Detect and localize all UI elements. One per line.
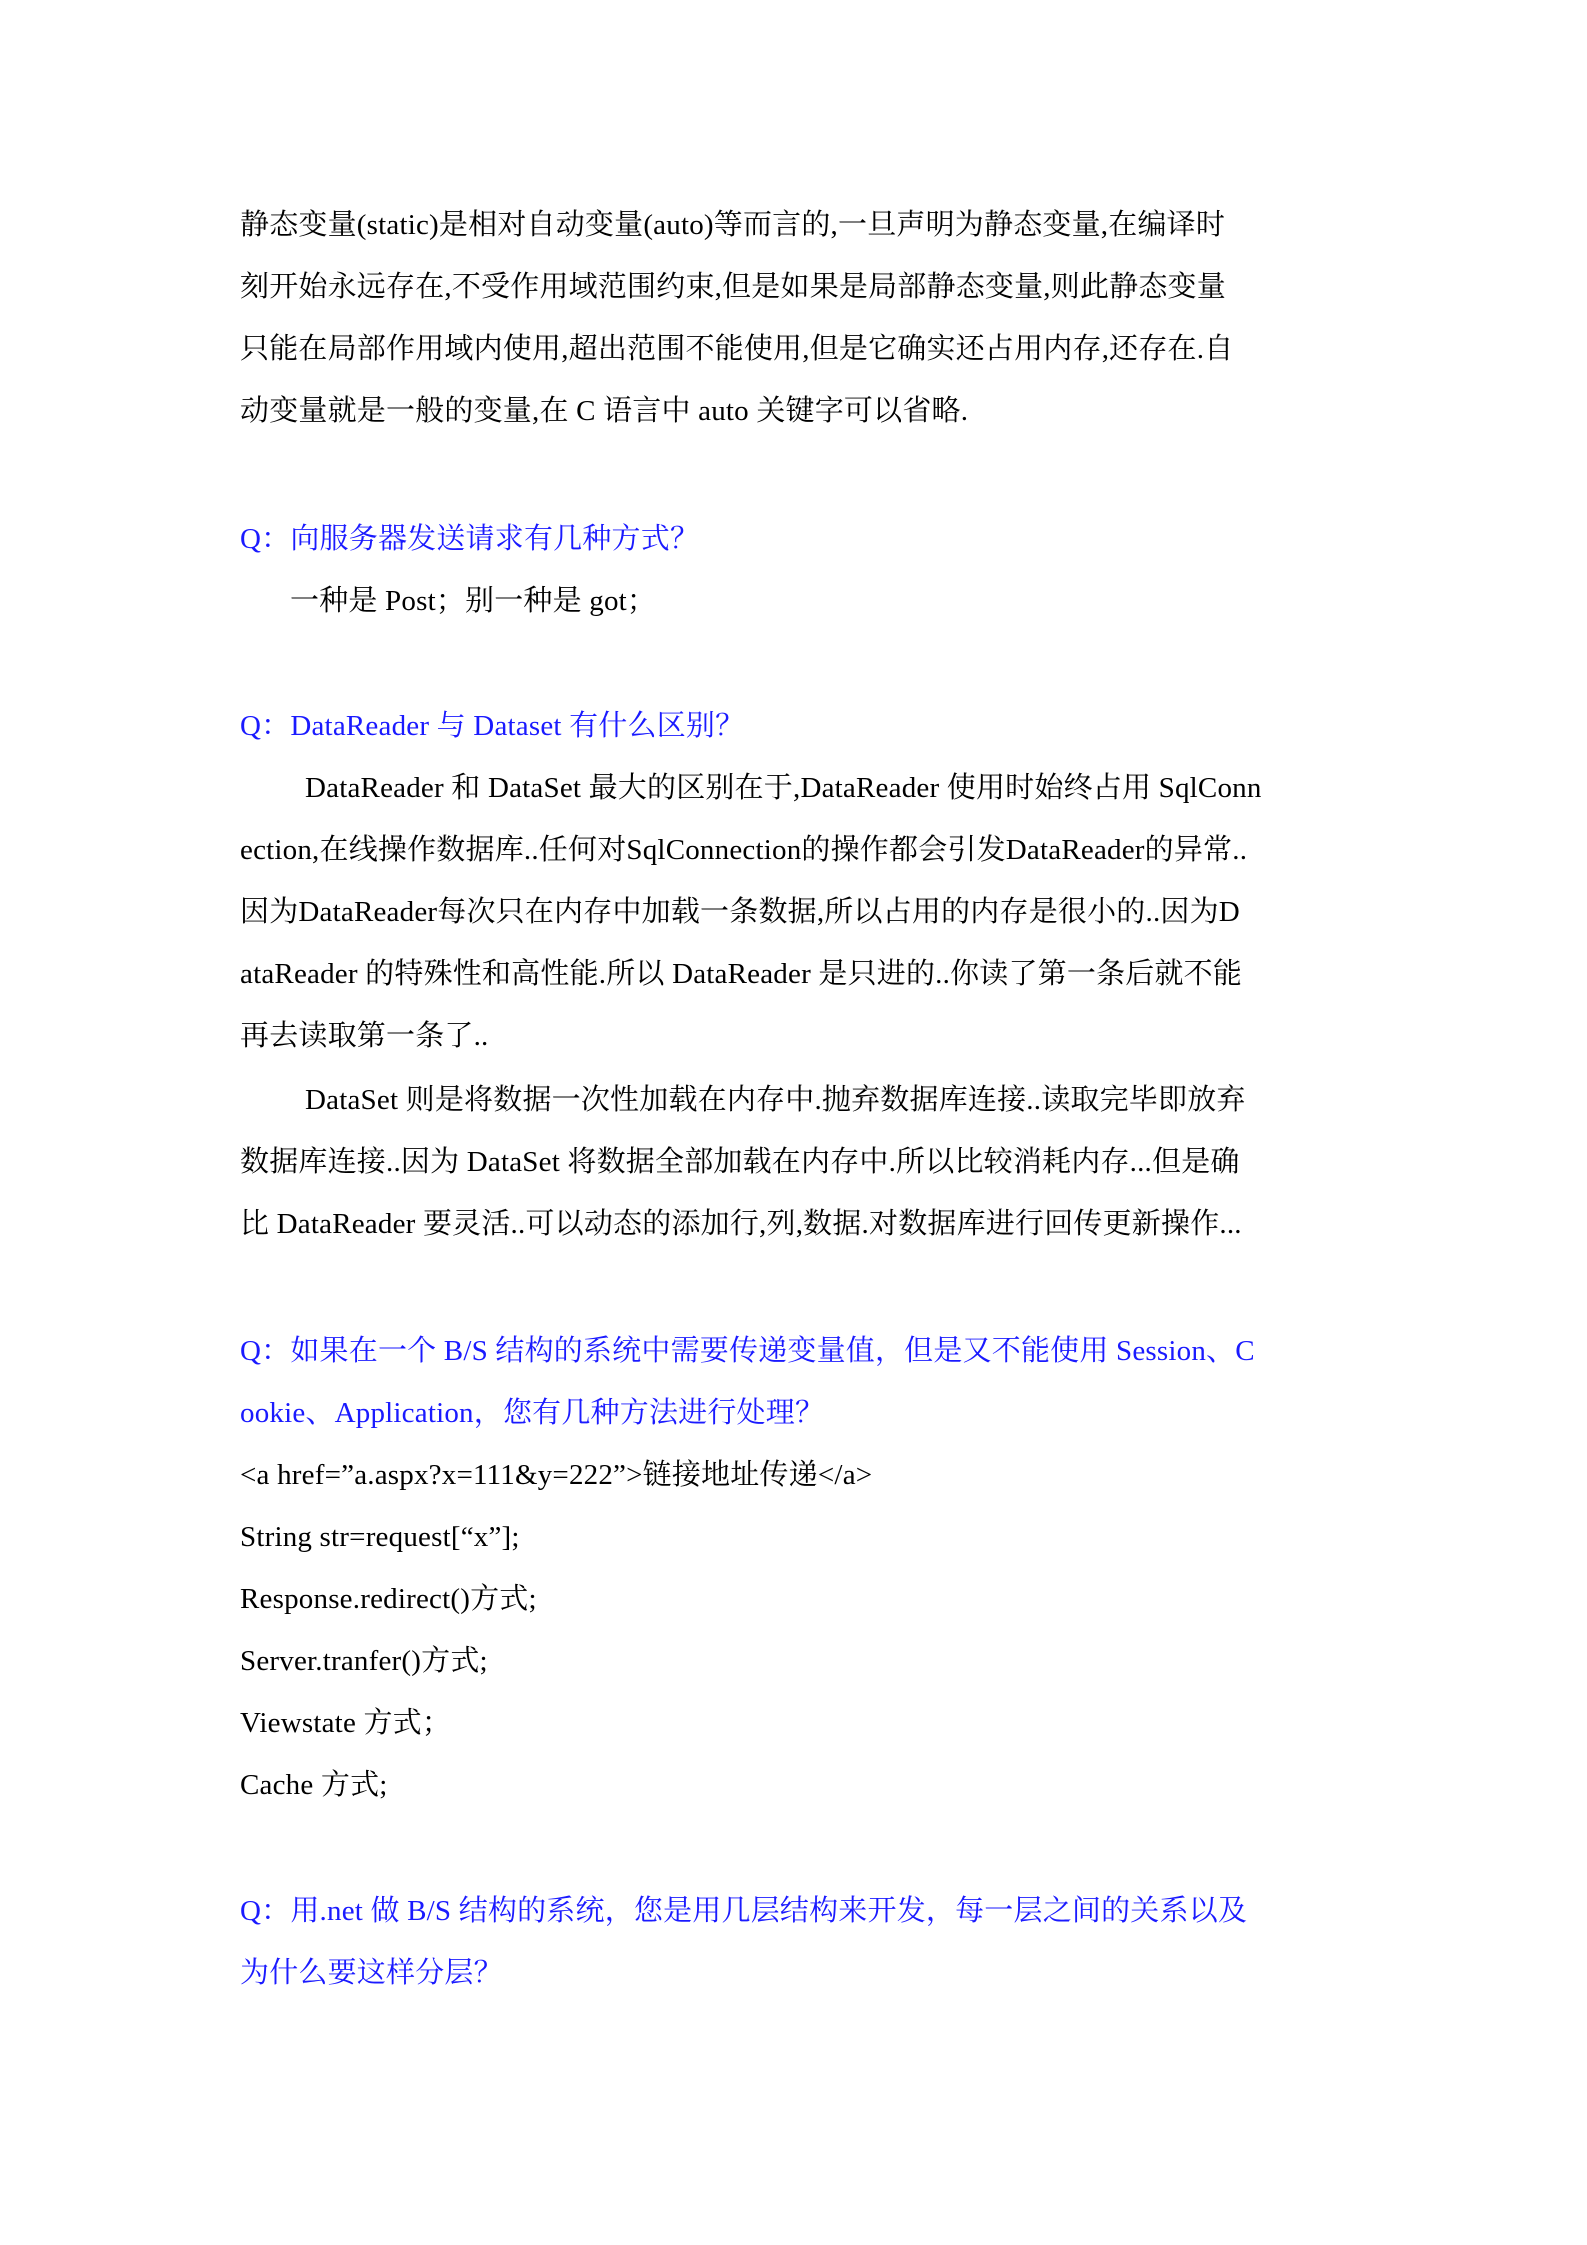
paragraph-line: 刻开始永远存在,不受作用域范围约束,但是如果是局部静态变量,则此静态变量 bbox=[240, 271, 1226, 303]
answer-line: String str=request[“x”]; bbox=[240, 1521, 520, 1553]
answer-line: 因为DataReader每次只在内存中加载一条数据,所以占用的内存是很小的..因为D bbox=[240, 896, 1240, 928]
question-heading: 为什么要这样分层？ bbox=[240, 1957, 503, 1989]
question-heading: ookie、Application，您有几种方法进行处理？ bbox=[240, 1397, 825, 1429]
answer-line: ection,在线操作数据库..任何对SqlConnection的操作都会引发DataReader的异常.. bbox=[240, 834, 1248, 866]
answer-line: 比 DataReader 要灵活..可以动态的添加行,列,数据.对数据库进行回传更新操作... bbox=[240, 1208, 1242, 1240]
answer-line: Response.redirect()方式; bbox=[240, 1583, 537, 1615]
answer-line: 数据库连接..因为 DataSet 将数据全部加载在内存中.所以比较消耗内存...但是确 bbox=[240, 1146, 1240, 1178]
paragraph-line: 静态变量(static)是相对自动变量(auto)等而言的,一旦声明为静态变量,在编译时 bbox=[240, 209, 1226, 241]
question-heading: Q：用.net 做 B/S 结构的系统，您是用几层结构来开发，每一层之间的关系以及 bbox=[240, 1895, 1248, 1927]
answer-line: Cache 方式; bbox=[240, 1769, 388, 1801]
answer-line: Server.tranfer()方式; bbox=[240, 1645, 488, 1677]
question-heading: Q：向服务器发送请求有几种方式？ bbox=[240, 523, 700, 555]
answer-line: 一种是 Post；别一种是 got； bbox=[290, 585, 657, 617]
answer-line: ataReader 的特殊性和高性能.所以 DataReader 是只进的..你读了第一条后就不能 bbox=[240, 958, 1243, 990]
question-heading: Q：DataReader 与 Dataset 有什么区别？ bbox=[240, 710, 745, 742]
paragraph-line: 动变量就是一般的变量,在 C 语言中 auto 关键字可以省略. bbox=[240, 395, 969, 427]
answer-line: 再去读取第一条了.. bbox=[240, 1020, 489, 1052]
answer-line: Viewstate 方式； bbox=[240, 1707, 452, 1739]
answer-line: <a href=”a.aspx?x=111&y=222”>链接地址传递</a> bbox=[240, 1459, 873, 1491]
question-heading: Q：如果在一个 B/S 结构的系统中需要传递变量值，但是又不能使用 Session、C bbox=[240, 1335, 1255, 1367]
answer-line: DataReader 和 DataSet 最大的区别在于,DataReader 使用时始终占用 SqlConn bbox=[305, 772, 1262, 804]
paragraph-line: 只能在局部作用域内使用,超出范围不能使用,但是它确实还占用内存,还存在.自 bbox=[240, 333, 1234, 365]
answer-line: DataSet 则是将数据一次性加载在内存中.抛弃数据库连接..读取完毕即放弃 bbox=[305, 1084, 1246, 1116]
